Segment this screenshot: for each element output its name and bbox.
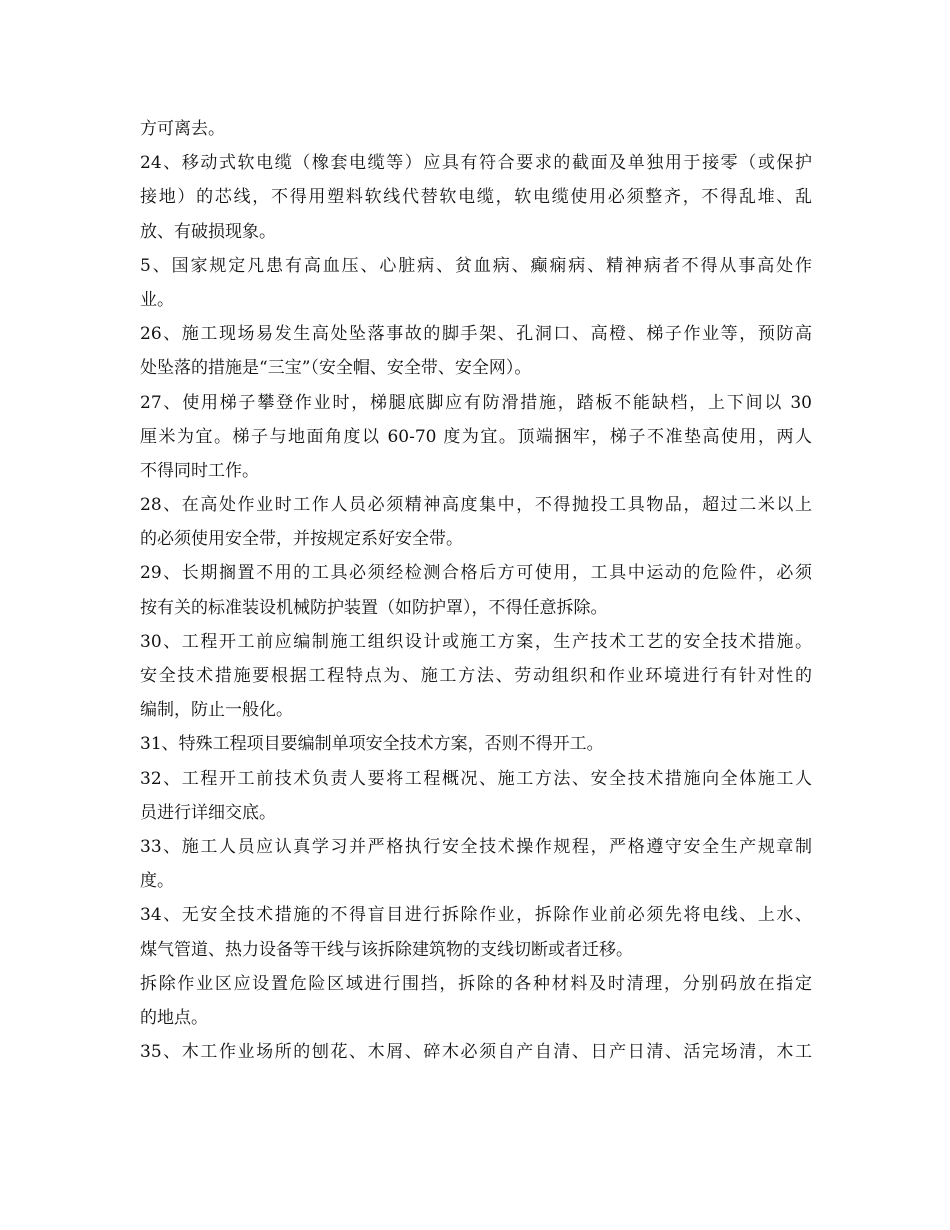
document-line: 煤气管道、热力设备等干线与该拆除建筑物的支线切断或者迁移。 — [140, 939, 633, 960]
document-body — [140, 112, 812, 1069]
document-line: 拆除作业区应设置危险区域进行围挡，拆除的各种材料及时清理，分别码放在指定 — [140, 973, 812, 994]
document-line: 27、使用梯子攀登作业时，梯腿底脚应有防滑措施，踏板不能缺档，上下间以 30 — [140, 392, 812, 413]
document-line: 编制，防止一般化。 — [140, 700, 293, 721]
document-line: 的必须使用安全带，并按规定系好安全带。 — [140, 529, 463, 550]
document-line: 安全技术措施要根据工程特点为、施工方法、劳动组织和作业环境进行有针对性的 — [140, 666, 812, 686]
document-line: 24、移动式软电缆（橡套电缆等）应具有符合要求的截面及单独用于接零（或保护 — [140, 153, 812, 174]
document-line: 35、木工作业场所的刨花、木屑、碎木必须自产自清、日产日清、活完场清，木工 — [140, 1042, 812, 1063]
document-line: 32、工程开工前技术负责人要将工程概况、施工方法、安全技术措施向全体施工人 — [140, 768, 812, 789]
document-line: 放、有破损现象。 — [140, 221, 276, 242]
document-line: 5、国家规定凡患有高血压、心脏病、贫血病、癫痫病、精神病者不得从事高处作 — [140, 255, 812, 276]
document-line: 处坠落的措施是“三宝”（安全帽、安全带、安全网）。 — [140, 358, 532, 379]
document-line: 按有关的标准装设机械防护装置（如防护罩），不得任意拆除。 — [140, 597, 608, 618]
document-line: 员进行详细交底。 — [140, 802, 276, 823]
document-line: 33、施工人员应认真学习并严格执行安全技术操作规程，严格遵守安全生产规章制 — [140, 836, 812, 857]
document-line: 厘米为宜。梯子与地面角度以 60-70 度为宜。顶端捆牢，梯子不准垫高使用，两人 — [140, 426, 812, 447]
document-line: 的地点。 — [140, 1007, 208, 1028]
document-line: 方可离去。 — [140, 119, 225, 139]
document-line: 31、特殊工程项目要编制单项安全技术方案，否则不得开工。 — [140, 734, 604, 755]
document-line: 34、无安全技术措施的不得盲目进行拆除作业，拆除作业前必须先将电线、上水、 — [140, 905, 812, 926]
document-line: 28、在高处作业时工作人员必须精神高度集中，不得抛投工具物品，超过二米以上 — [140, 495, 812, 516]
document-line: 不得同时工作。 — [140, 460, 259, 481]
document-line: 29、长期搁置不用的工具必须经检测合格后方可使用，工具中运动的危险件，必须 — [140, 563, 812, 584]
document-line: 30、工程开工前应编制施工组织设计或施工方案，生产技术工艺的安全技术措施。 — [140, 631, 812, 652]
document-line: 度。 — [140, 871, 174, 892]
document-line: 26、施工现场易发生高处坠落事故的脚手架、孔洞口、高橙、梯子作业等，预防高 — [140, 324, 812, 345]
document-line: 业。 — [140, 289, 174, 310]
document-line: 接地）的芯线，不得用塑料软线代替软电缆，软电缆使用必须整齐，不得乱堆、乱 — [140, 187, 812, 208]
